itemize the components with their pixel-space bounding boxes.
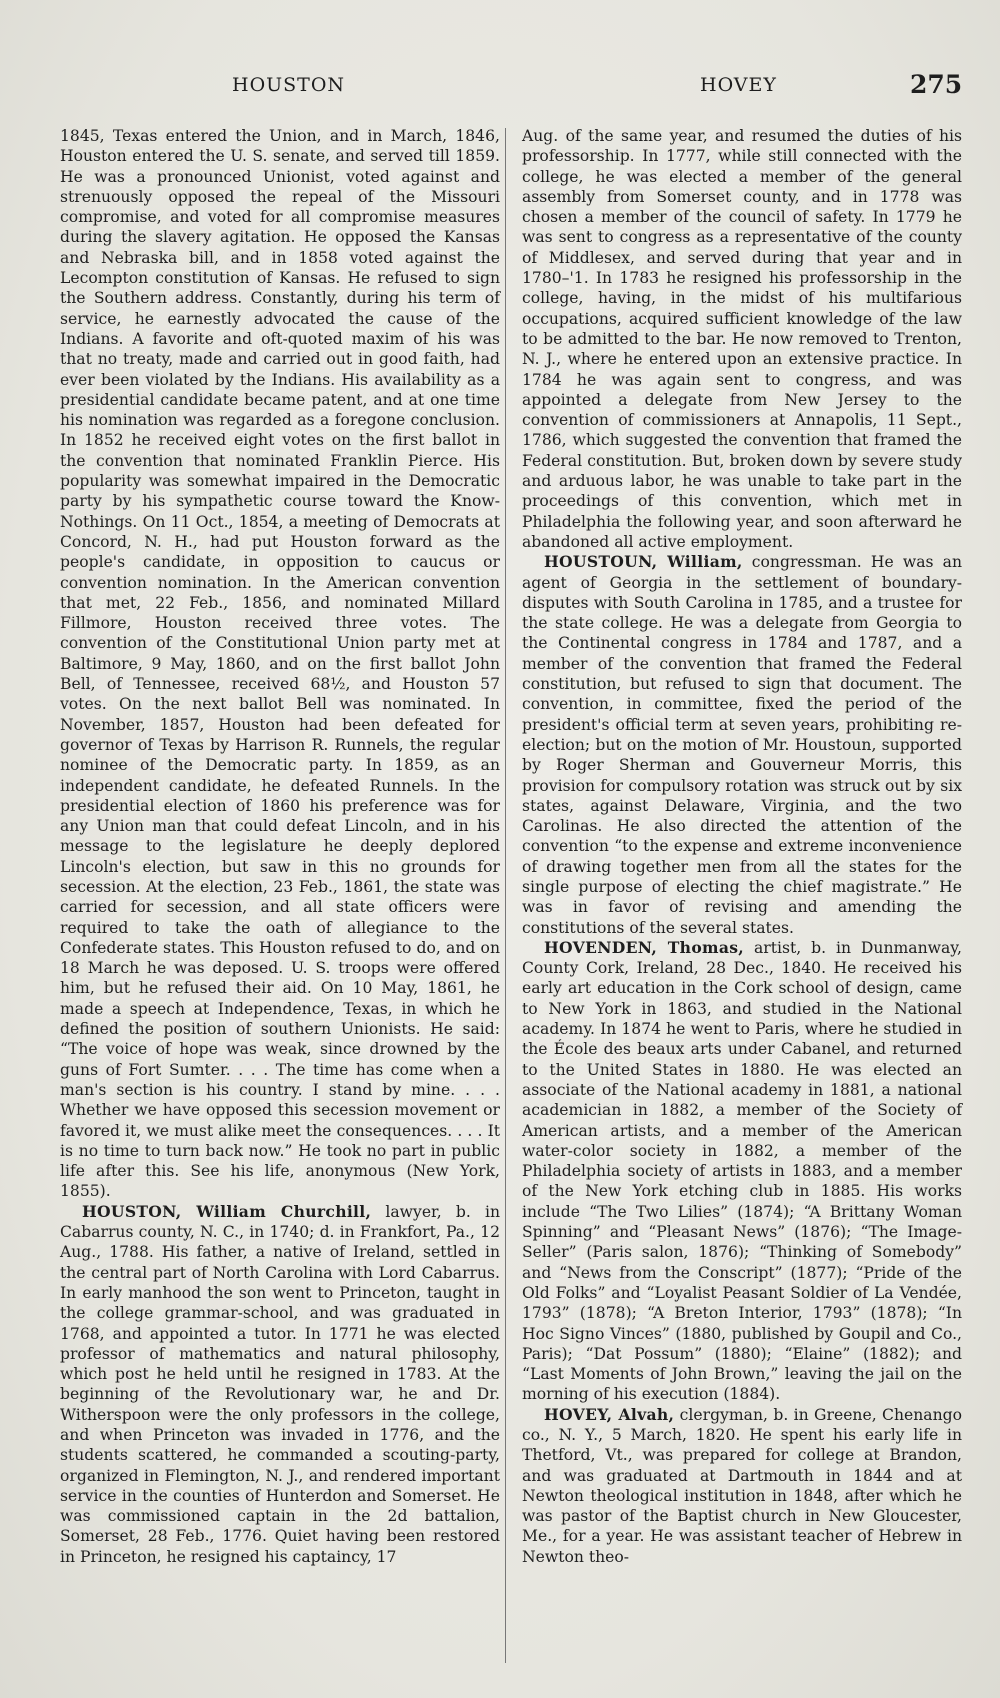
running-head-right: HOVEY: [700, 74, 777, 96]
houston-continued-paragraph: 1845, Texas entered the Union, and in March, 1846, Houston entered the U. S. senate, and served till 1859. He was a pronounced Unionist, voted against and strenuously opposed the repeal of the Missouri compromise, and voted for all compromise measures during the slavery agitation. He opposed the Kansas and Nebraska bill, and in 1858 voted against the Lecompton constitution of Kansas. He refused to sign the Southern address. Constantly, during his term of service, he earnestly advocated the cause of the Indians. A favorite and oft-quoted maxim of his was that no treaty, made and carried out in good faith, had ever been violated by the Indians. His availability as a presidential candidate became patent, and at one time his nomination was regarded as a foregone conclusion. In 1852 he received eight votes on the first ballot in the convention that nominated Franklin Pierce. His popularity was somewhat impaired in the Democratic party by his sympathetic course toward the Know-Nothings. On 11 Oct., 1854, a meeting of Democrats at Concord, N. H., had put Houston forward as the people's candidate, in opposition to caucus or convention nomination. In the American convention that met, 22 Feb., 1856, and nominated Millard Fillmore, Houston received three votes. The convention of the Constitutional Union party met at Baltimore, 9 May, 1860, and on the first ballot John Bell, of Tennessee, received 68½, and Houston 57 votes. On the next ballot Bell was nominated. In November, 1857, Houston had been defeated for governor of Texas by Harrison R. Runnels, the regular nominee of the Democratic party. In 1859, as an independent candidate, he defeated Runnels. In the presidential election of 1860 his preference was for any Union man that could defeat Lincoln, and in his message to the legislature he deeply deplored Lincoln's election, but saw in this no grounds for secession. At the election, 23 Feb., 1861, the state was carried for secession, and all state officers were required to take the oath of allegiance to the Confederate states. This Houston refused to do, and on 18 March he was deposed. U. S. troops were offered him, but he refused their aid. On 10 May, 1861, he made a speech at Independence, Texas, in which he defined the position of southern Unionists. He said: “The voice of hope was weak, since drowned by the guns of Fort Sumter. . . . The time has come when a man's section is his country. I stand by mine. . . . Whether we have opposed this secession movement or favored it, we must alike meet the consequences. . . . It is no time to turn back now.” He took no part in public life after this. See his life, anonymous (New York, 1855).: [60, 127, 500, 1201]
entry-headword: HOVEY, Alvah,: [544, 1404, 675, 1424]
entry-houston-william-churchill: [60, 1202, 500, 1567]
column-divider: [505, 128, 506, 1663]
entry-body: clergyman, b. in Greene, Chenango co., N. Y., 5 March, 1820. He spent his early life in Thetford, Vt., was prepared for college at Brandon, and was graduated at Dartmouth in 1844 and at Newton theological institution in 1848, after which he was pastor of the Baptist church in New Gloucester, Me., for a year. He was assistant teacher of Hebrew in Newton theo-: [522, 1405, 962, 1566]
entry-houstoun-william: [522, 552, 962, 938]
page-number: 275: [910, 70, 963, 99]
right-column: [522, 126, 962, 1567]
left-column: [60, 126, 500, 1567]
running-head: [0, 68, 1000, 108]
entry-body: artist, b. in Dunmanway, County Cork, Ireland, 28 Dec., 1840. He received his early art education in the Cork school of design, came to New York in 1863, and studied in the National academy. In 1874 he went to Paris, where he studied in the École des beaux arts under Cabanel, and returned to the United States in 1880. He was elected an associate of the National academy in 1881, a national academician in 1882, a member of the Society of American artists, and a member of the American water-color society in 1882, a member of the Philadelphia society of artists in 1883, and a member of the New York etching club in 1885. His works include “The Two Lilies” (1874); “A Brittany Woman Spinning” and “Pleasant News” (1876); “The Image-Seller” (Paris salon, 1876); “Thinking of Somebody” and “News from the Conscript” (1877); “Pride of the Old Folks” and “Loyalist Peasant Soldier of La Vendée, 1793” (1878); “A Breton Interior, 1793” (1878); “In Hoc Signo Vinces” (1880, published by Goupil and Co., Paris); “Dat Possum” (1880); “Elaine” (1882); and “Last Moments of John Brown,” leaving the jail on the morning of his execution (1884).: [522, 938, 962, 1404]
houston-continued-paragraph-2: Aug. of the same year, and resumed the duties of his professorship. In 1777, while still connected with the college, he was elected a member of the general assembly from Somerset county, and in 1778 was chosen a member of the council of safety. In 1779 he was sent to congress as a representative of the county of Middlesex, and served during that year and in 1780–'1. In 1783 he resigned his professorship in the college, having, in the midst of his multifarious occupations, acquired sufficient knowledge of the law to be admitted to the bar. He now removed to Trenton, N. J., where he entered upon an extensive practice. In 1784 he was again sent to congress, and was appointed a delegate from New Jersey to the convention of commissioners at Annapolis, 11 Sept., 1786, which suggested the convention that framed the Federal constitution. But, broken down by severe study and arduous labor, he was unable to take part in the proceedings of this convention, which met in Philadelphia the following year, and soon afterward he abandoned all active employment.: [522, 127, 962, 551]
entry-body: congressman. He was an agent of Georgia in the settlement of boundary-disputes with South Carolina in 1785, and a trustee for the state college. He was a delegate from Georgia to the Continental congress in 1784 and 1787, and a member of the convention that framed the Federal constitution, but refused to sign that document. The convention, in committee, fixed the period of the president's official term at seven years, prohibiting re-election; but on the motion of Mr. Houstoun, supported by Roger Sherman and Gouverneur Morris, this provision for compulsory rotation was struck out by six states, against Delaware, Virginia, and the two Carolinas. He also directed the attention of the convention “to the expense and extreme inconvenience of drawing together men from all the states for the single purpose of electing the chief magistrate.” He was in favor of revising and amending the constitutions of the several states.: [522, 553, 962, 937]
entry-hovenden-thomas: [522, 938, 962, 1405]
entry-hovey-alvah: [522, 1405, 962, 1567]
entry-headword: HOVENDEN, Thomas,: [544, 937, 745, 957]
entry-body: lawyer, b. in Cabarrus county, N. C., in 1740; d. in Frankfort, Pa., 12 Aug., 1788. His father, a native of Ireland, settled in the central part of North Carolina with Lord Cabarrus. In early manhood the son went to Princeton, taught in the college grammar-school, and was graduated in 1768, and appointed a tutor. In 1771 he was elected professor of mathematics and natural philosophy, which post he held until he resigned in 1783. At the beginning of the Revolutionary war, he and Dr. Witherspoon were the only professors in the college, and when Princeton was invaded in 1776, and the students scattered, he commanded a scouting-party, organized in Flemington, N. J., and rendered important service in the counties of Hunterdon and Somerset. He was commissioned captain in the 2d battalion, Somerset, 28 Feb., 1776. Quiet having been restored in Princeton, he resigned his captaincy, 17: [60, 1202, 500, 1566]
entry-headword: HOUSTON, William Churchill,: [82, 1201, 372, 1221]
running-head-left: HOUSTON: [232, 74, 346, 96]
entry-headword: HOUSTOUN, William,: [544, 552, 743, 572]
